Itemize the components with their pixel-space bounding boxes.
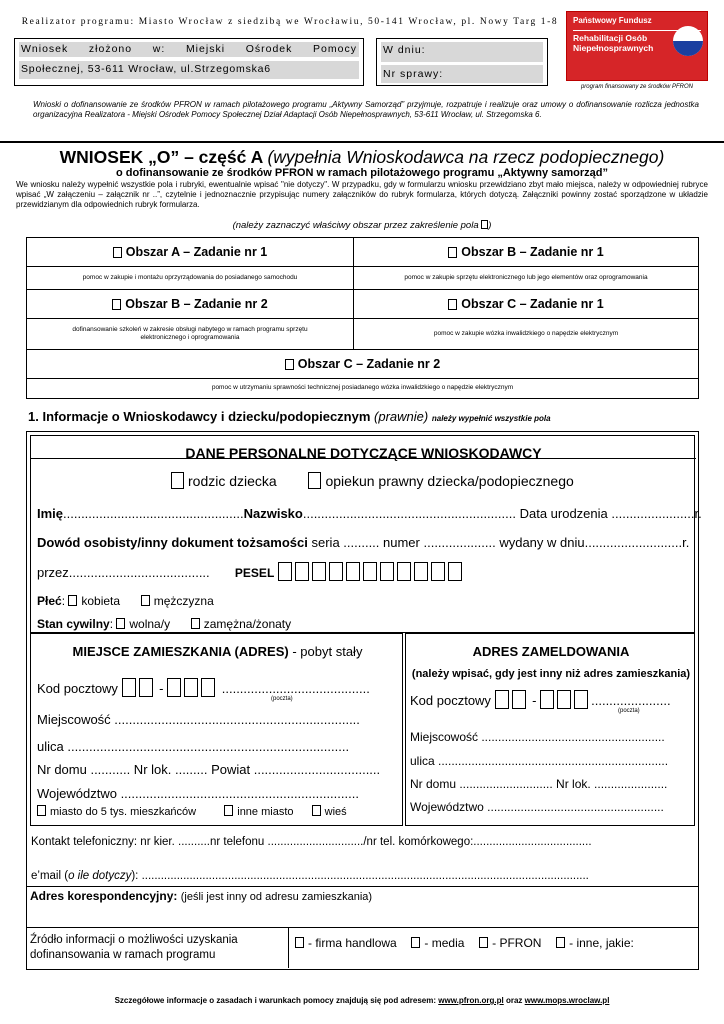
residence-voivodeship[interactable]: Województwo .................................................................. bbox=[37, 786, 359, 801]
form-subtitle: o dofinansowanie ze środków PFRON w ramach pilotażowego programu „Aktywny samorząd” bbox=[115, 167, 609, 179]
area-a1-desc: pomoc w zakupie i montażu oprzyrządowania do posiadanego samochodu bbox=[26, 266, 354, 290]
checkbox[interactable] bbox=[285, 359, 294, 370]
submitted-box bbox=[14, 38, 364, 86]
checkbox[interactable] bbox=[556, 937, 565, 948]
instructions: We wniosku należy wypełnić wszystkie pola i rubryki, ewentualnie wpisać "nie dotyczy". W przypadku, gdy w formularzu wniosku przewidziano zbyt mało miejsca, należy w odpowiedniej rubryce wpisać „W załączeniu – załącznik nr ..”, czytelnie i jednoznacznie przypisując numery załączników do rubryk formularza, których dotyczą. Załączniki powinny zostać sporządzone w układzie przewidzianym dla odpowiednich rubryk formularza. bbox=[16, 180, 708, 209]
submitted-word: Wniosek bbox=[21, 43, 69, 55]
checkbox[interactable] bbox=[37, 805, 46, 816]
applicant-form bbox=[26, 431, 702, 928]
pesel-boxes[interactable] bbox=[278, 565, 465, 580]
divider bbox=[0, 141, 724, 143]
submitted-word: złożono bbox=[88, 43, 133, 55]
residence-street[interactable]: ulica .............................................................................. bbox=[37, 739, 350, 754]
checkbox[interactable] bbox=[113, 247, 122, 258]
registration-city[interactable]: Miejscowość ....................................................... bbox=[410, 730, 665, 744]
personal-heading: DANE PERSONALNE DOTYCZĄCE WNIOSKODAWCY bbox=[185, 445, 542, 461]
submitted-word: Pomocy bbox=[313, 43, 357, 55]
section1-heading: 1. Informacje o Wnioskodawcy i dziecku/podopiecznym (prawnie) należy wypełnić wszystkie pola bbox=[28, 409, 551, 424]
issued-by-row[interactable]: przez....................................... PESEL bbox=[37, 562, 465, 581]
checkbox[interactable] bbox=[411, 937, 420, 948]
residence-box: MIEJSCE ZAMIESZKANIA (ADRES) - pobyt stały Kod pocztowy - ......................................... (poczta) Miejscowość .................................................................... ulica .............................................................................. Nr domu ........... Nr lok. ......... Powiat ................................... Województwo .................................................................. miasto do 5 tys. mieszkańców inne miasto wieś bbox=[30, 633, 403, 826]
area-b1-desc: pomoc w zakupie sprzętu elektronicznego lub jego elementów oraz oprogramowania bbox=[353, 266, 699, 290]
name-row[interactable]: Imię..................................................Nazwisko........................................................... Data urodzenia .......................r. bbox=[37, 506, 702, 521]
checkbox[interactable] bbox=[191, 618, 200, 629]
area-b1[interactable]: Obszar B – Zadanie nr 1 bbox=[353, 237, 699, 267]
checkbox[interactable] bbox=[171, 472, 184, 489]
area-c2-desc: pomoc w utrzymaniu sprawności technicznej posiadanego wózka inwalidzkiego o napędzie elektrycznym bbox=[26, 378, 699, 399]
checkbox[interactable] bbox=[308, 472, 321, 489]
form-title: WNIOSEK „O” – część A (wypełnia Wnioskodawca na rzecz podopiecznego) bbox=[59, 147, 665, 167]
registration-box bbox=[376, 38, 548, 86]
checkbox[interactable] bbox=[112, 299, 121, 310]
email-row[interactable]: e’mail (o ile dotyczy): ............................................................................................................................................ bbox=[31, 870, 589, 882]
logo-caption: program finansowany ze środków PFRON bbox=[580, 84, 694, 90]
checkbox-icon bbox=[481, 220, 488, 229]
sex-row: Płeć: kobieta mężczyzna bbox=[37, 594, 214, 608]
residence-postal-row[interactable]: Kod pocztowy - ......................................... bbox=[37, 678, 370, 697]
checkbox[interactable] bbox=[448, 247, 457, 258]
date-label: W dniu: bbox=[383, 44, 426, 56]
id-row[interactable]: Dowód osobisty/inny dokument tożsamości seria .......... numer .................... wydany w dniu...........................r. bbox=[37, 535, 690, 550]
registration-house[interactable]: Nr domu ............................ Nr lok. ...................... bbox=[410, 777, 668, 791]
personal-box: DANE PERSONALNE DOTYCZĄCE WNIOSKODAWCY rodzic dziecka opiekun prawny dziecka/podopiecznego Imię..................................................Nazwisko........................................................... Data urodzenia .......................r. Dowód osobisty/inny dokument tożsamości seria .......... numer .................... wydany w dniu...........................r. przez....................................... PESEL Płeć: kobieta mężczyzna Stan cywilny: wolna/y zamężna/żonaty bbox=[30, 435, 695, 633]
checkbox[interactable] bbox=[116, 618, 125, 629]
checkbox[interactable] bbox=[224, 805, 233, 816]
area-b2[interactable]: Obszar B – Zadanie nr 2 bbox=[26, 289, 354, 319]
registration-address-box: ADRES ZAMELDOWANIA (należy wpisać, gdy jest inny niż adres zamieszkania) Kod pocztowy - ...................... (poczta) Miejscowość ....................................................... ulica ..................................................................... Nr domu ............................ Nr lok. ...................... Województwo ..................................................... bbox=[405, 633, 695, 826]
pfron-logo: Państwowy Fundusz Rehabilitacji Osób Niepełnosprawnych bbox=[566, 11, 708, 81]
area-a1[interactable]: Obszar A – Zadanie nr 1 bbox=[26, 237, 354, 267]
case-label: Nr sprawy: bbox=[383, 68, 444, 80]
registration-street[interactable]: ulica ..................................................................... bbox=[410, 754, 669, 768]
checkbox[interactable] bbox=[68, 595, 77, 606]
area-c1[interactable]: Obszar C – Zadanie nr 1 bbox=[353, 289, 699, 319]
submitted-line2: Społecznej, 53-611 Wrocław, ul.Strzegomska6 bbox=[19, 61, 359, 79]
checkbox[interactable] bbox=[479, 937, 488, 948]
area-note: (należy zaznaczyć właściwy obszar przez zakreślenie pola ) bbox=[232, 220, 492, 231]
submitted-word: w: bbox=[152, 43, 166, 55]
civil-row: Stan cywilny: wolna/y zamężna/żonaty bbox=[37, 617, 292, 631]
area-c2[interactable]: Obszar C – Zadanie nr 2 bbox=[26, 349, 699, 379]
pfron-link[interactable]: www.pfron.org.pl bbox=[438, 996, 504, 1005]
registration-voivodeship[interactable]: Województwo ..................................................... bbox=[410, 800, 664, 814]
registration-postal-row[interactable]: Kod pocztowy - ...................... bbox=[410, 690, 671, 709]
submitted-line1 bbox=[19, 42, 359, 57]
mops-link[interactable]: www.mops.wroclaw.pl bbox=[524, 996, 610, 1005]
footer: Szczegółowe informacje o zasadach i warunkach pomocy znajdują się pod adresem: www.pfron.org.pl oraz www.mops.wroclaw.pl bbox=[114, 996, 610, 1005]
checkbox[interactable] bbox=[312, 805, 321, 816]
checkbox[interactable] bbox=[448, 299, 457, 310]
organizer-line: Realizator programu: Miasto Wrocław z siedzibą we Wrocławiu, 50-141 Wrocław, pl. Nowy Targ 1-8 bbox=[21, 17, 559, 27]
intro-text: Wnioski o dofinansowanie ze środków PFRON w ramach pilotażowego programu „Aktywny Samorząd” przyjmuje, rozpatruje i realizuje oraz umowy o dofinansowanie rozlicza jednostka organizacyjna Realizatora - Miejski Ośrodek Pomocy Społecznej Dział Adaptacji Osób Niepełnosprawnych, 53-611 Wrocław, ul. Strzegomska 6. bbox=[33, 100, 699, 119]
checkbox[interactable] bbox=[141, 595, 150, 606]
checkbox[interactable] bbox=[295, 937, 304, 948]
correspondence-box[interactable]: Adres korespondencyjny: (jeśli jest inny od adresu zamieszkania) bbox=[26, 886, 699, 924]
area-c1-desc: pomoc w zakupie wózka inwalidzkiego o napędzie elektrycznym bbox=[353, 318, 699, 350]
submitted-word: Ośrodek bbox=[245, 43, 293, 55]
residence-house[interactable]: Nr domu ........... Nr lok. ......... Powiat ................................... bbox=[37, 762, 381, 777]
info-source-label: Źródło informacji o możliwości uzyskania dofinansowania w ramach programu bbox=[27, 928, 289, 968]
submitted-word: Miejski bbox=[185, 43, 226, 55]
case-field[interactable] bbox=[381, 65, 543, 83]
info-source-box: Źródło informacji o możliwości uzyskania dofinansowania w ramach programu - firma handlowa - media - PFRON - inne, jakie: bbox=[26, 927, 699, 970]
area-b2-desc: dofinansowanie szkoleń w zakresie obsługi nabytego w ramach programu sprzętu elektronicznego i oprogramowania bbox=[26, 318, 354, 350]
logo-emblem-icon bbox=[673, 26, 703, 56]
date-field[interactable] bbox=[381, 42, 543, 62]
phone-row[interactable]: Kontakt telefoniczny: nr kier. ..........nr telefonu ............................../nr tel. komórkowego:..................................... bbox=[31, 836, 592, 848]
residence-city[interactable]: Miejscowość .................................................................... bbox=[37, 712, 360, 727]
areas-grid bbox=[26, 237, 699, 399]
